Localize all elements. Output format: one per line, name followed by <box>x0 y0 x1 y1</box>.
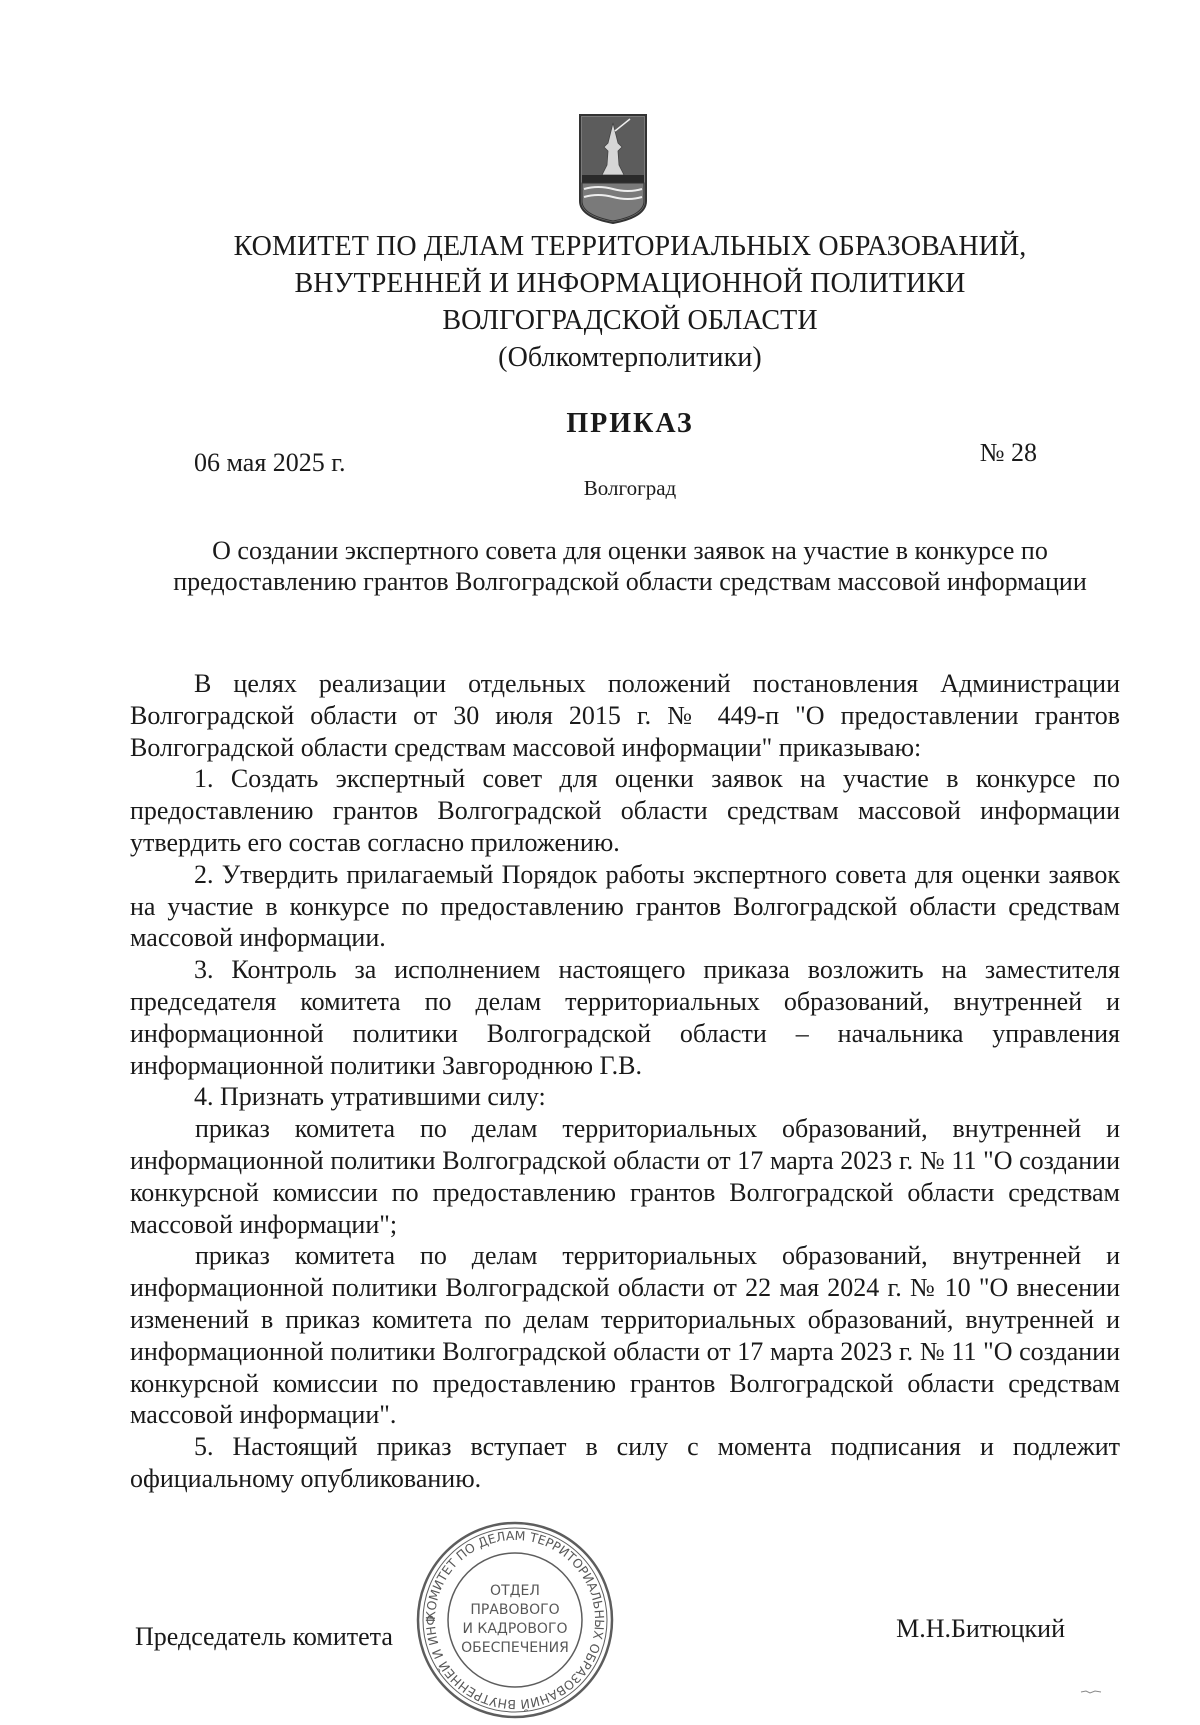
body-paragraph-repeal-1: приказ комитета по делам территориальных образований, внутренней и информационной политики Волгоградской области от 17 марта 2023 г. № 11 "О создании конкурсной комиссии по предоставлению грантов Волгоградской области средствам массовой информации"; <box>130 1114 1120 1239</box>
volgograd-coat-of-arms-icon <box>578 113 648 225</box>
header-line-2: ВНУТРЕННЕЙ И ИНФОРМАЦИОННОЙ ПОЛИТИКИ <box>294 268 966 299</box>
document-subject: О создании экспертного совета для оценки заявок на участие в конкурсе по предоставлению грантов Волгоградской области средствам массовой информации <box>173 536 1087 596</box>
coat-of-arms-emblem <box>578 113 648 225</box>
header-line-3: ВОЛГОГРАДСКОЙ ОБЛАСТИ <box>442 305 818 336</box>
body-paragraph-intro: В целях реализации отдельных положений постановления Администрации Волгоградской области от 30 июля 2015 г. № 449-п "О предоставлении грантов Волгоградской области средствам массовой информации" приказываю: <box>130 669 1120 762</box>
stamp-ring-text: КОМИТЕТ ПО ДЕЛАМ ТЕРРИТОРИАЛЬНЫХ ОБРАЗОВАНИЙ ВНУТРЕННЕЙ И ИНФ <box>422 1527 608 1713</box>
header-line-4: (Облкомтерполитики) <box>498 342 762 373</box>
stamp-line-4: ОБЕСПЕЧЕНИЯ <box>461 1640 569 1656</box>
document-body <box>130 668 1120 1495</box>
official-stamp <box>405 1520 625 1720</box>
body-paragraph-item-2: 2. Утвердить прилагаемый Порядок работы экспертного совета для оценки заявок на участие в конкурсе по предоставлению грантов Волгоградской области средствам массовой информации. <box>130 859 1120 953</box>
body-paragraph-item-1: 1. Создать экспертный совет для оценки заявок на участие в конкурсе по предоставлению грантов Волгоградской области средствам массовой информации утвердить его состав согласно приложению. <box>130 764 1120 857</box>
signatory-position: Председатель комитета <box>135 1622 393 1651</box>
body-paragraph-repeal-2: приказ комитета по делам территориальных образований, внутренней и информационной политики Волгоградской области от 22 мая 2024 г. № 10 "О внесении изменений в приказ комитета по делам территориальных образований, внутренней и информационной политики Волгоградской области от 17 марта 2023 г. № 11 "О создании конкурсной комиссии по предоставлению грантов Волгоградской области средствам массовой информации". <box>130 1241 1120 1430</box>
document-date: 06 мая 2025 г. <box>194 448 346 477</box>
body-paragraph-item-4: 4. Признать утратившими силу: <box>194 1082 546 1112</box>
stamp-seal <box>405 1520 625 1720</box>
stamp-line-1: ОТДЕЛ <box>490 1583 540 1599</box>
document-number: № 28 <box>979 438 1037 467</box>
body-paragraph-item-3: 3. Контроль за исполнением настоящего приказа возложить на заместителя председателя комитета по делам территориальных образований, внутренней и информационной политики Волгоградской области – начальника управления информационной политики Завгороднюю Г.В. <box>130 955 1120 1080</box>
document-title: ПРИКАЗ <box>566 408 694 439</box>
signatory-name: М.Н.Битюцкий <box>896 1614 1065 1643</box>
scan-speck <box>1080 1690 1102 1694</box>
stamp-line-2: ПРАВОВОГО <box>470 1602 560 1618</box>
body-paragraph-item-5: 5. Настоящий приказ вступает в силу с момента подписания и подлежит официальному опубликованию. <box>130 1432 1120 1493</box>
header-line-1: КОМИТЕТ ПО ДЕЛАМ ТЕРРИТОРИАЛЬНЫХ ОБРАЗОВАНИЙ, <box>233 231 1027 262</box>
document-city: Волгоград <box>583 476 677 500</box>
stamp-line-3: И КАДРОВОГО <box>462 1621 568 1637</box>
